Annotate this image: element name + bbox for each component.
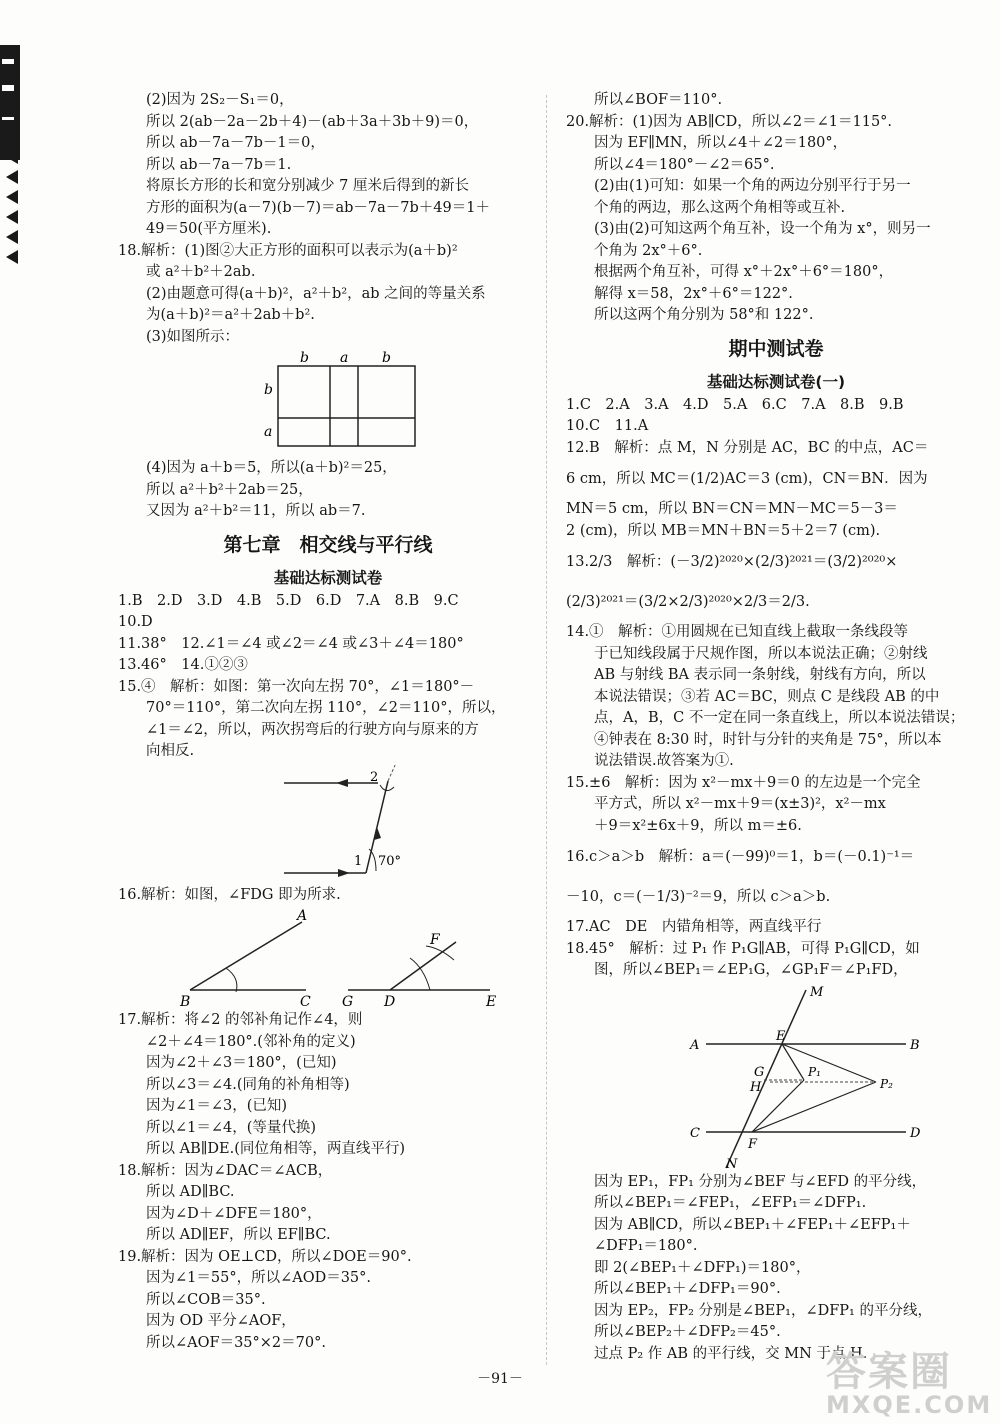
right-lines-e <box>566 1172 986 1366</box>
point-label-f: F <box>748 1136 758 1152</box>
text-line: 所以这两个角分别为 58°和 122°. <box>594 307 814 323</box>
left-lines-a <box>118 90 538 348</box>
left-lines-d <box>118 1010 538 1354</box>
text-line: 所以 AD∥BC. <box>146 1184 235 1200</box>
text-line: 18.45° 解析：过 P₁ 作 P₁G∥AB，可得 P₁G∥CD，如 <box>566 940 920 957</box>
text-line: 所以∠COB＝35°. <box>146 1291 266 1308</box>
watermark-logo <box>826 1340 998 1420</box>
text-line: 6 cm，所以 MC＝(1/2)AC＝3 (cm)，CN＝BN．因为 <box>566 471 928 487</box>
section-title: 基础达标测试卷(一) <box>706 372 846 391</box>
text-line: ∠1＝∠2，所以，两次拐弯后的行驶方向与原来的方 <box>146 721 479 738</box>
text-line: (2)因为 2S₂－S₁＝0， <box>146 92 294 108</box>
rectangle-figure <box>118 350 538 456</box>
text-line: 所以 ab－7a－7b－1＝0， <box>146 135 325 151</box>
text-line: 因为 OD 平分∠AOF， <box>146 1313 296 1329</box>
text-line: 所以 AD∥EF，所以 EF∥BC. <box>146 1227 331 1243</box>
text-line: 所以∠AOF＝35°×2＝70°. <box>146 1334 326 1351</box>
text-line: 因为 AB∥CD，所以∠BEP₁＋∠FEP₁＋∠EFP₁＋ <box>594 1216 911 1233</box>
turn-label-1: 1 <box>354 853 363 869</box>
point-label-e: E <box>776 1028 786 1044</box>
text-line: (4)因为 a＋b＝5，所以(a＋b)²＝25， <box>146 460 397 476</box>
left-lines-c <box>118 591 538 763</box>
text-line: 2 (cm)，所以 MB＝MN＋BN＝5＋2＝7 (cm). <box>566 522 881 539</box>
point-label-d: D <box>384 994 396 1008</box>
text-line: 根据两个角互补，可得 x°＋2x°＋6°＝180°， <box>594 264 894 280</box>
text-line: 因为∠1＝55°，所以∠AOD＝35°. <box>146 1270 372 1286</box>
text-line: 向相反. <box>146 743 195 759</box>
text-line: 18.解析：(1)图②大正方形的面积可以表示为(a＋b)² <box>118 242 458 259</box>
point-label-m: M <box>810 984 824 1000</box>
text-line: 因为∠D＋∠DFE＝180°， <box>146 1205 322 1222</box>
right-column <box>566 90 986 1365</box>
point-label-g: G <box>342 994 354 1008</box>
text-line: 因为 EP₂，FP₂ 分别是∠BEP₁，∠DFP₁ 的平分线， <box>594 1302 932 1319</box>
point-label-a: A <box>297 908 308 924</box>
point-label-n: N <box>726 1156 738 1170</box>
rect-label-top: a <box>340 350 349 366</box>
text-line: 所以 2(ab－2a－2b＋4)－(ab＋3a＋3b＋9)＝0， <box>146 113 479 130</box>
text-line: 16.解析：如图，∠FDG 即为所求. <box>118 886 341 903</box>
rect-label-top: b <box>382 350 391 366</box>
right-lines-b <box>566 395 986 438</box>
text-line: (2/3)²⁰²¹＝(3/2×2/3)²⁰²⁰×2/3＝2/3. <box>566 594 810 610</box>
point-label-h: H <box>750 1079 762 1095</box>
chapter-title: 期中测试卷 <box>728 337 824 360</box>
point-label-e: E <box>486 994 497 1008</box>
text-line: 11.38° 12.∠1＝∠4 或∠2＝∠4 或∠3＋∠4＝180° <box>118 635 464 652</box>
text-line: 解得 x＝58，2x°＋6°＝122°. <box>594 285 793 302</box>
text-line: 将原长方形的长和宽分别减少 7 厘米后得到的新长 <box>146 178 469 194</box>
text-line: 16.c＞a＞b 解析：a＝(－99)⁰＝1，b＝(－0.1)⁻¹＝ <box>566 849 915 865</box>
text-line: 所以 ab－7a－7b＝1. <box>146 156 292 173</box>
text-line: 13.46° 14.①②③ <box>118 657 248 673</box>
right-lines-tall <box>566 438 986 623</box>
text-line: 10.D <box>118 614 153 630</box>
left-lines-b <box>118 458 538 523</box>
rect-label-top: b <box>300 350 309 366</box>
text-line: 所以∠BOF＝110°. <box>594 92 723 108</box>
text-line: 本说法错误；③若 AC＝BC，则点 C 是线段 AB 的中 <box>594 688 940 705</box>
point-label-b: B <box>180 994 191 1008</box>
right-lines-d <box>566 917 986 982</box>
text-line: 所以∠4＝180°－∠2＝65°. <box>594 156 775 173</box>
text-line: 点，A，B，C 不一定在同一条直线上，所以本说法错误； <box>594 710 965 726</box>
right-lines-c <box>566 622 986 837</box>
text-line: 所以 a²＋b²＋2ab＝25， <box>146 481 313 498</box>
turn-figure <box>118 765 538 883</box>
text-line: 所以 AB∥DE.(同位角相等，两直线平行) <box>146 1141 406 1157</box>
text-line: 20.解析：(1)因为 AB∥CD，所以∠2＝∠1＝115°. <box>566 113 893 130</box>
text-line: 所以∠3＝∠4.(同角的补角相等) <box>146 1076 350 1093</box>
text-line: 14.① 解析：①用圆规在已知直线上截取一条线段等 <box>566 624 909 640</box>
left-column <box>118 90 538 1354</box>
text-line: AB 与射线 BA 表示同一条射线，射线有方向，所以 <box>594 667 926 683</box>
text-line: ④钟表在 8:30 时，时针与分针的夹角是 75°，所以本 <box>594 731 942 748</box>
right-lines-a <box>566 90 986 327</box>
text-line: －10，c＝(－1/3)⁻²＝9，所以 c＞a＞b. <box>566 889 831 905</box>
point-label-g: G <box>754 1064 765 1080</box>
text-line: 所以∠BEP₁＝∠FEP₁，∠EFP₁＝∠DFP₁. <box>594 1195 867 1211</box>
text-line: 19.解析：因为 OE⊥CD，所以∠DOE＝90°. <box>118 1248 412 1265</box>
point-label-d: D <box>910 1125 921 1141</box>
text-line: 所以∠1＝∠4，(等量代换) <box>146 1119 317 1136</box>
text-line: 因为 EF∥MN，所以∠4＋∠2＝180°， <box>594 135 848 151</box>
text-line: 18.解析：因为∠DAC＝∠ACB， <box>118 1162 333 1179</box>
text-line: ＋9＝x²±6x＋9，所以 m＝±6. <box>594 817 802 834</box>
text-line: 49＝50(平方厘米). <box>146 221 272 237</box>
text-line: 个角为 2x°＋6°. <box>594 242 703 259</box>
text-line: 15.④ 解析：如图：第一次向左拐 70°，∠1＝180°－ <box>118 678 475 695</box>
text-line: 为(a＋b)²＝a²＋2ab＋b². <box>146 307 315 323</box>
point-label-f: F <box>430 932 440 948</box>
text-line: ∠DFP₁＝180°. <box>594 1238 698 1254</box>
text-line: 1.C 2.A 3.A 4.D 5.A 6.C 7.A 8.B 9.B <box>566 396 904 413</box>
construction-figure <box>118 908 538 1008</box>
text-line: 过点 P₂ 作 AB 的平行线，交 MN 于点 H. <box>594 1345 868 1362</box>
text-line: 于已知线段属于尺规作图，所以本说法正确；②射线 <box>594 645 928 662</box>
text-line: 13.2/3 解析：(－3/2)²⁰²⁰×(2/3)²⁰²¹＝(3/2)²⁰²⁰× <box>566 554 898 570</box>
text-line: 因为∠2＋∠3＝180°，(已知) <box>146 1055 337 1071</box>
page-number: －91－ <box>477 1371 523 1387</box>
chapter-title: 第七章 相交线与平行线 <box>223 533 433 556</box>
text-line: 17.AC DE 内错角相等，两直线平行 <box>566 919 822 935</box>
text-line: (3)由(2)可知这两个角互补，设一个角为 x°，则另一 <box>594 221 931 237</box>
text-line: 10.C 11.A <box>566 418 649 434</box>
text-line: 平方式，所以 x²－mx＋9＝(x±3)²，x²－mx <box>594 796 886 812</box>
binding-marks <box>0 45 30 285</box>
text-line: (2)由(1)可知：如果一个角的两边分别平行于另一 <box>594 178 911 194</box>
text-line: 12.B 解析：点 M，N 分别是 AC，BC 的中点，AC＝ <box>566 439 929 456</box>
text-line: 15.±6 解析：因为 x²－mx＋9＝0 的左边是一个完全 <box>566 774 921 791</box>
point-label-a: A <box>690 1037 700 1053</box>
text-line: MN＝5 cm，所以 BN＝CN＝MN－MC＝5－3＝ <box>566 501 898 517</box>
section-title: 基础达标测试卷 <box>273 568 383 587</box>
text-line: 或 a²＋b²＋2ab. <box>146 264 256 280</box>
text-line: 说法错误.故答案为①. <box>594 753 734 769</box>
point-label-p2: P₂ <box>880 1076 893 1091</box>
text-line: 即 2(∠BEP₁＋∠DFP₁)＝180°， <box>594 1259 811 1276</box>
text-line: (2)由题意可得(a＋b)²，a²＋b²，ab 之间的等量关系 <box>146 285 486 302</box>
point-label-c: C <box>300 994 311 1008</box>
text-line: 因为 EP₁，FP₁ 分别为∠BEF 与∠EFD 的平分线， <box>594 1173 927 1190</box>
turn-angle-label: 70° <box>378 853 402 869</box>
rect-label-side: a <box>264 424 273 440</box>
point-label-c: C <box>690 1125 700 1141</box>
text-line: 方形的面积为(a－7)(b－7)＝ab－7a－7b＋49＝1＋ <box>146 199 490 216</box>
text-line: ∠2＋∠4＝180°.(邻补角的定义) <box>146 1033 356 1050</box>
text-line: 图，所以∠BEP₁＝∠EP₁G，∠GP₁F＝∠P₁FD， <box>594 962 908 978</box>
right-lines-tall-b <box>566 837 986 917</box>
column-divider <box>546 95 547 1365</box>
point-label-b: B <box>910 1037 920 1053</box>
text-line: 1.B 2.D 3.D 4.B 5.D 6.D 7.A 8.B 9.C <box>118 592 459 609</box>
watermark-text-en: MXQE.COM <box>826 1391 993 1419</box>
text-line: 所以∠BEP₂＋∠DFP₂＝45°. <box>594 1324 781 1340</box>
text-line: (3)如图所示： <box>146 328 240 345</box>
turn-label-2: 2 <box>370 769 379 785</box>
point-label-p1: P₁ <box>808 1064 821 1079</box>
text-line: 又因为 a²＋b²＝11，所以 ab＝7. <box>146 503 366 519</box>
parallel-lines-figure <box>566 984 986 1170</box>
watermark-text-cn: 答案圈 <box>826 1349 952 1395</box>
text-line: 所以∠BEP₁＋∠DFP₁＝90°. <box>594 1281 781 1297</box>
text-line: 70°＝110°，第二次向左拐 110°，∠2＝110°，所以， <box>146 700 506 716</box>
rect-label-side: b <box>264 382 273 398</box>
text-line: 因为∠1＝∠3，(已知) <box>146 1098 288 1114</box>
text-line: 17.解析：将∠2 的邻补角记作∠4，则 <box>118 1012 363 1028</box>
text-line: 个角的两边，那么这两个角相等或互补. <box>594 199 846 216</box>
